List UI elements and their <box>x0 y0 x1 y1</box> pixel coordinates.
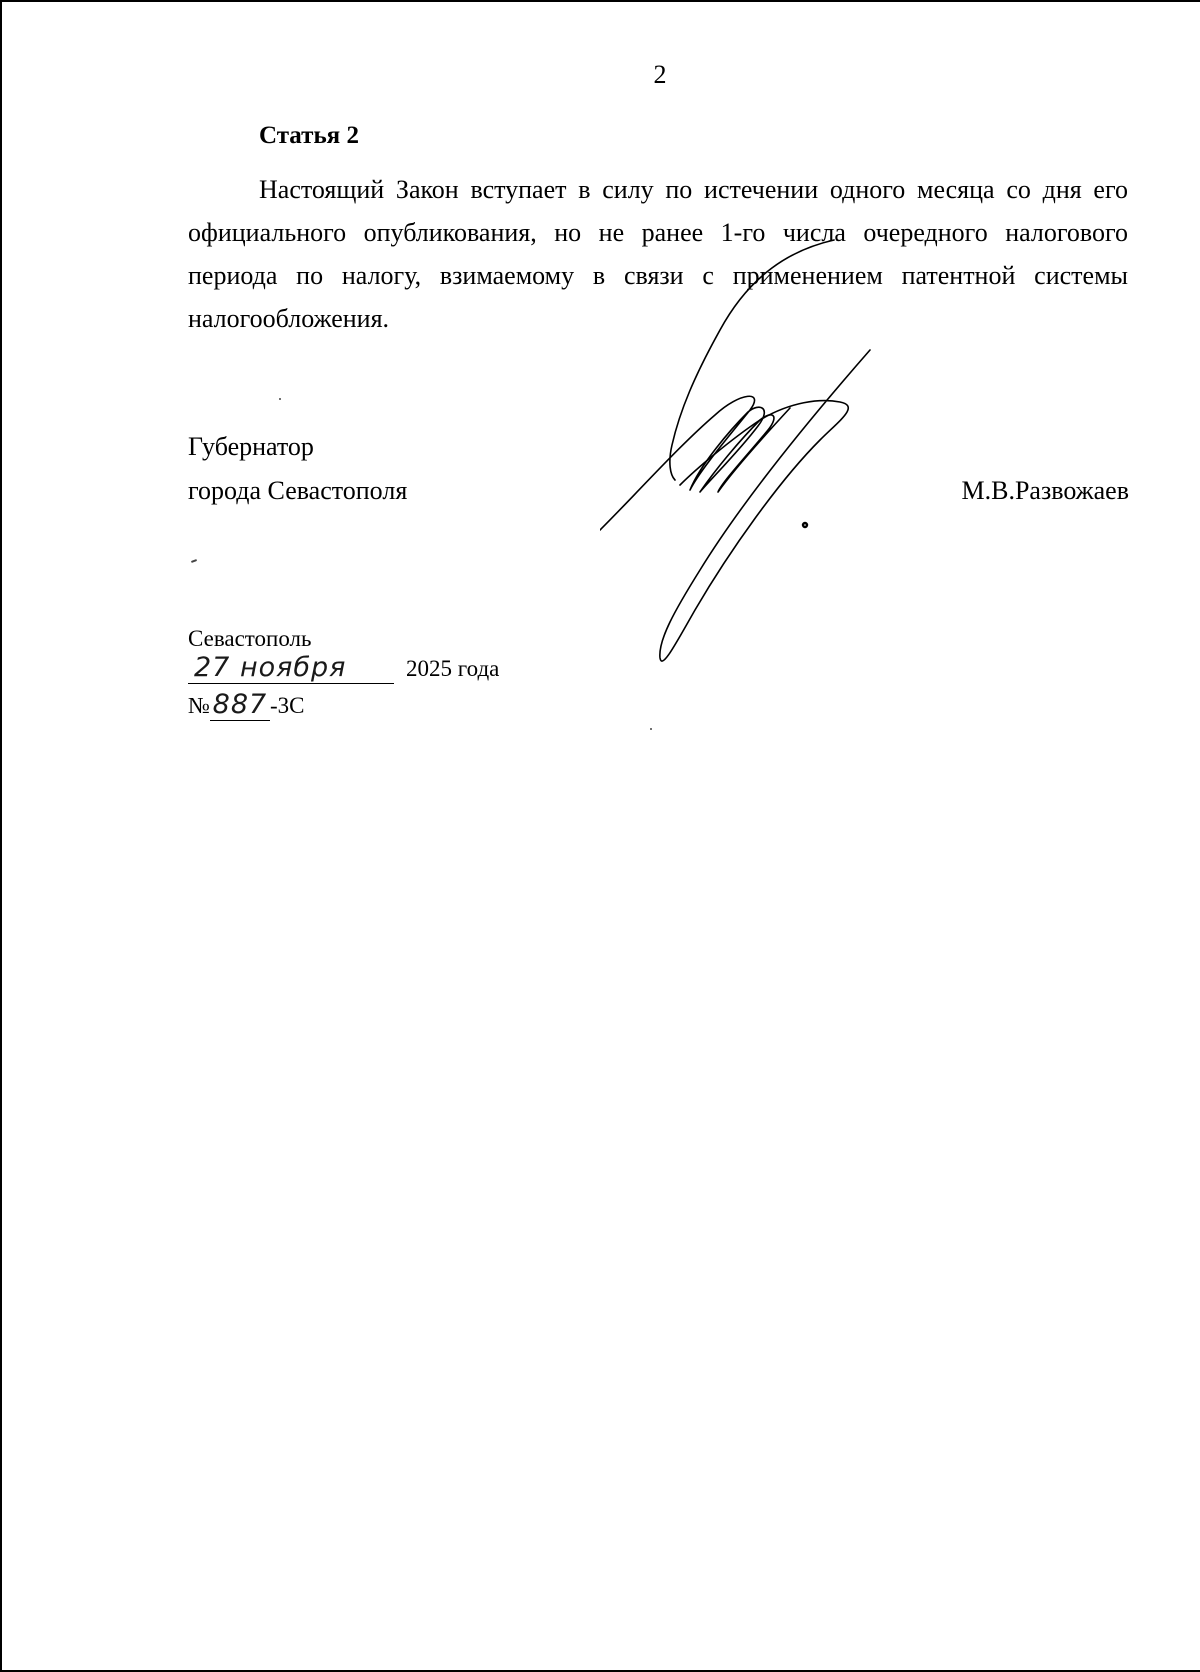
handwritten-date: 27 ноября <box>188 653 394 684</box>
scan-speck <box>650 728 652 730</box>
handwritten-signature-icon <box>600 230 900 690</box>
signatory-title-line1: Губернатор <box>188 432 314 461</box>
number-prefix: № <box>188 693 210 718</box>
year-text: 2025 года <box>406 656 500 681</box>
signatory-name: М.В.Развожаев <box>961 476 1129 505</box>
page-number: 2 <box>653 60 667 89</box>
article-body: Настоящий Закон вступает в силу по истечении одного месяца со дня его официального опубликования, но не ранее 1-го числа очередного налогового периода по налогу, взимаемому в связи с применением патентной системы налогообложения. <box>188 175 1128 333</box>
article-title: Статья 2 <box>259 122 359 149</box>
scan-speck <box>279 398 281 400</box>
signatory-title-line2: города Севастополя <box>188 476 408 505</box>
place-city: Севастополь <box>188 626 312 651</box>
date-line <box>188 652 499 686</box>
law-number-line <box>188 690 304 722</box>
number-suffix: -3С <box>269 693 305 718</box>
handwritten-number: 887 <box>210 690 270 721</box>
